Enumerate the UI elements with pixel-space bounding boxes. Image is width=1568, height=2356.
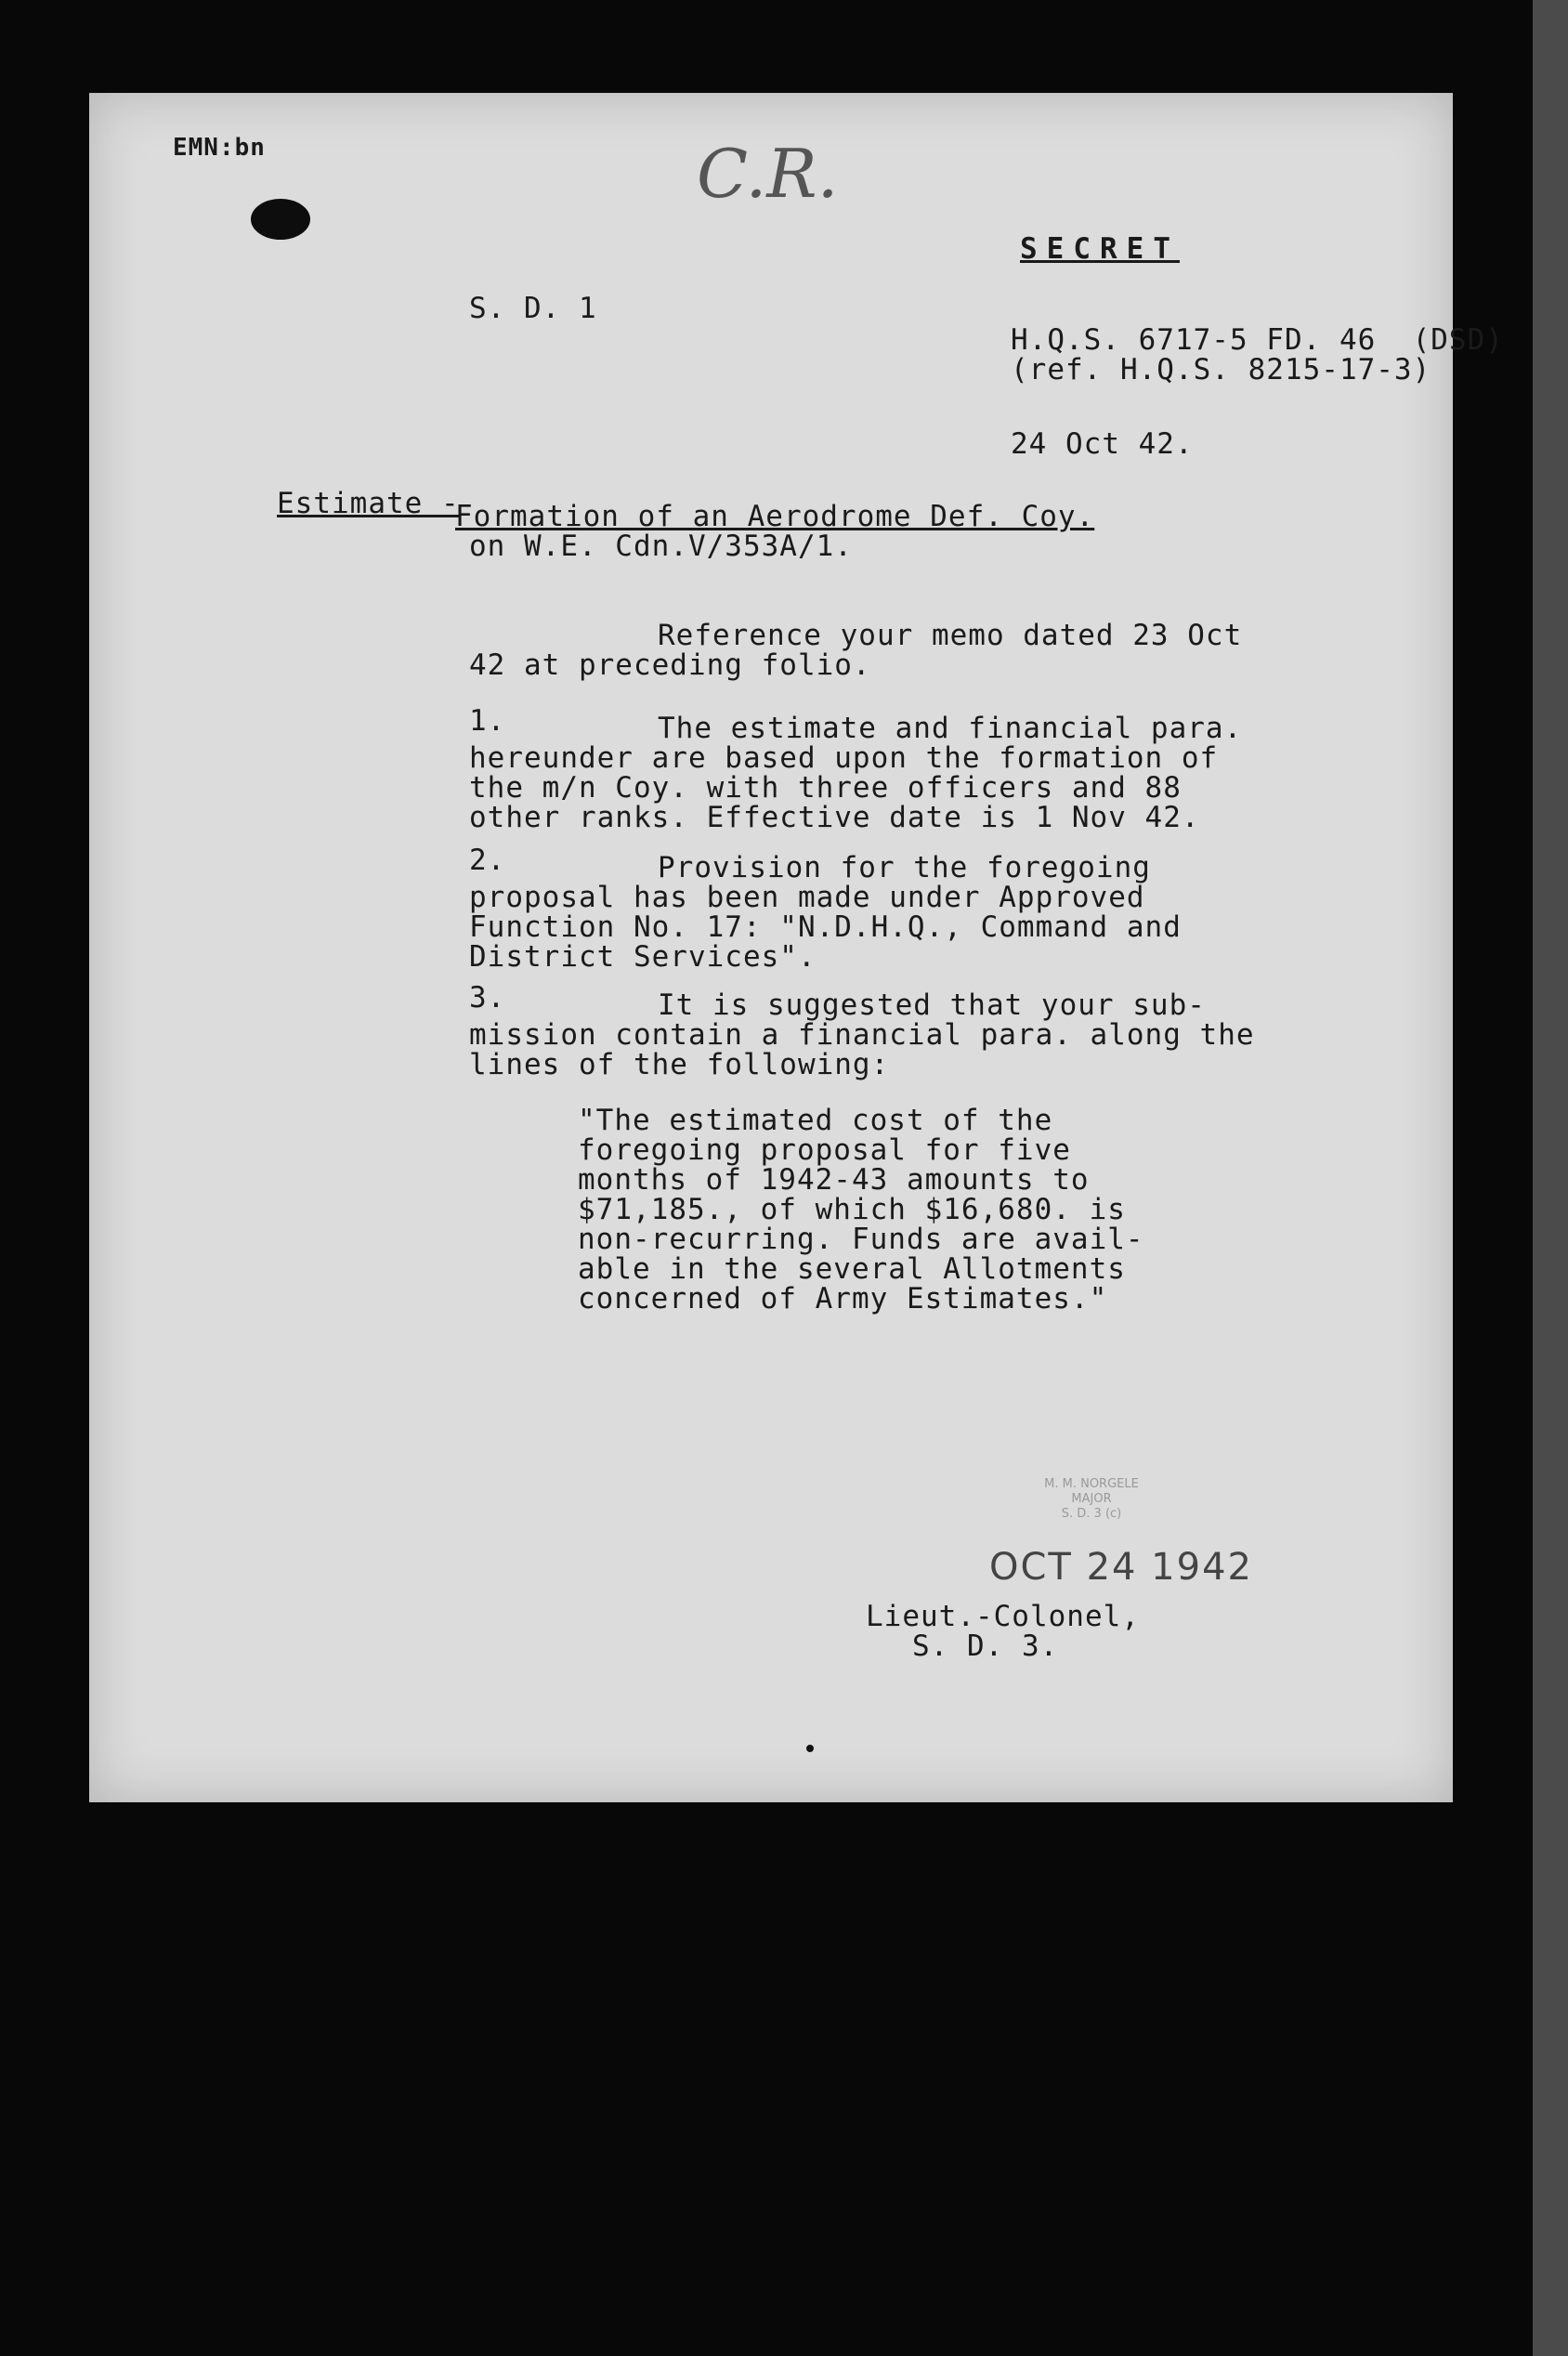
- paragraph-number: 2.: [469, 844, 506, 877]
- file-reference-secondary: (ref. H.Q.S. 8215-17-3): [1011, 353, 1431, 386]
- quoted-financial-para-line: foregoing proposal for five: [578, 1133, 1071, 1167]
- intro-line: Reference your memo dated 23 Oct: [658, 619, 1243, 652]
- subject-title: Formation of an Aerodrome Def. Coy.: [455, 500, 1095, 533]
- typist-initials: EMN:bn: [173, 134, 266, 162]
- memo-date: 24 Oct 42.: [1011, 427, 1194, 461]
- paragraph-1-line: other ranks. Effective date is 1 Nov 42.: [469, 801, 1200, 834]
- stamp-name-line: M. M. NORGELE: [1044, 1477, 1139, 1491]
- stamp-rank-line: MAJOR: [1071, 1492, 1112, 1506]
- paragraph-3-line: lines of the following:: [469, 1048, 890, 1081]
- subject-establishment: on W.E. Cdn.V/353A/1.: [469, 530, 853, 563]
- quoted-financial-para-line: months of 1942-43 amounts to: [578, 1163, 1090, 1197]
- signature-unit: S. D. 3.: [912, 1630, 1059, 1663]
- handwritten-annotation: C.R.: [697, 135, 839, 213]
- intro-line: 42 at preceding folio.: [469, 648, 871, 682]
- paragraph-2-line: Provision for the foregoing: [658, 851, 1151, 884]
- stamp-unit-line: S. D. 3 (c): [1061, 1507, 1122, 1521]
- paragraph-1-line: The estimate and financial para.: [658, 712, 1243, 745]
- signatory-stamp: [989, 1477, 1194, 1522]
- paragraph-3-line: It is suggested that your sub-: [658, 988, 1206, 1022]
- quoted-financial-para-line: concerned of Army Estimates.": [578, 1282, 1108, 1315]
- date-stamp: OCT 24 1942: [989, 1546, 1253, 1589]
- paragraph-1-line: the m/n Coy. with three officers and 88: [469, 771, 1182, 805]
- quoted-financial-para-line: able in the several Allotments: [578, 1252, 1126, 1286]
- speck: [806, 1745, 814, 1752]
- quoted-financial-para-line: non-recurring. Funds are avail-: [578, 1223, 1144, 1256]
- addressee: S. D. 1: [469, 292, 597, 325]
- paragraph-2-line: proposal has been made under Approved: [469, 881, 1145, 914]
- classification-marking: SECRET: [1020, 232, 1180, 266]
- paragraph-3-line: mission contain a financial para. along the: [469, 1018, 1255, 1052]
- paragraph-2-line: Function No. 17: "N.D.H.Q., Command and: [469, 910, 1182, 944]
- signature-rank: Lieut.-Colonel,: [866, 1600, 1140, 1633]
- paragraph-number: 3.: [469, 981, 506, 1014]
- next-page-edge: [1533, 0, 1568, 2356]
- file-reference: H.Q.S. 6717-5 FD. 46 (DSD): [1011, 323, 1504, 357]
- quoted-financial-para-line: $71,185., of which $16,680. is: [578, 1193, 1126, 1226]
- subject-label: Estimate -: [277, 487, 460, 520]
- ink-blot: [251, 199, 310, 240]
- paragraph-number: 1.: [469, 704, 506, 738]
- quoted-financial-para-line: "The estimated cost of the: [578, 1104, 1053, 1137]
- paragraph-2-line: District Services".: [469, 940, 817, 974]
- paragraph-1-line: hereunder are based upon the formation of: [469, 741, 1219, 775]
